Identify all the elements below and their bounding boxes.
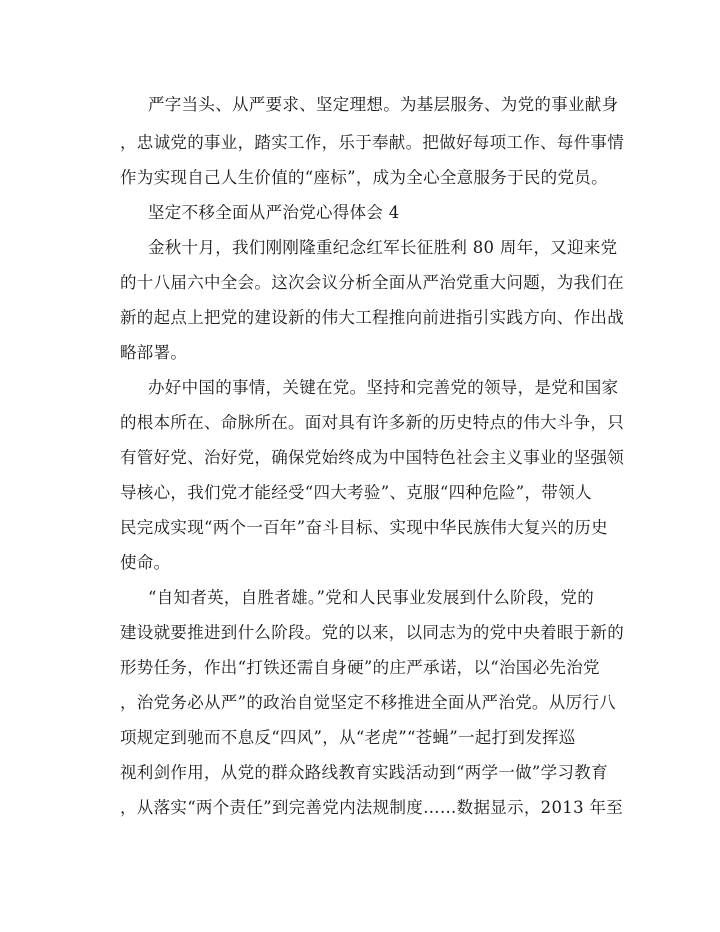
paragraph-line: 略部署。 <box>120 343 188 362</box>
paragraph-line: 办好中国的事情，关键在党。坚持和完善党的领导，是党和国家 <box>148 378 619 397</box>
section-heading: 坚定不移全面从严治党心得体会 4 <box>148 203 400 222</box>
paragraph-line: “自知者英，自胜者雄。”党和人民事业发展到什么阶段，党的 <box>148 588 595 607</box>
paragraph-line: 的十八届六中全会。这次会议分析全面从严治党重大问题，为我们在 <box>120 273 624 292</box>
paragraph-line: 有管好党、治好党，确保党始终成为中国特色社会主义事业的坚强领 <box>120 448 624 467</box>
paragraph-line: 严字当头、从严要求、坚定理想。为基层服务、为党的事业献身 <box>148 95 619 114</box>
paragraph-line: 导核心，我们党才能经受“四大考验”、克服“四种危险”，带领人 <box>120 483 592 502</box>
paragraph-line: 金秋十月，我们刚刚隆重纪念红军长征胜利 80 周年，又迎来党 <box>148 238 618 257</box>
paragraph-line: ，从落实“两个责任”到完善党内法规制度……数据显示，2013 年至 <box>120 798 624 817</box>
paragraph-line: 的根本所在、命脉所在。面对具有许多新的历史特点的伟大斗争，只 <box>120 413 624 432</box>
paragraph-line: 项规定到驰而不息反“四风”，从“老虎”“苍蝇”一起打到发挥巡 <box>120 728 576 747</box>
paragraph-line: ，忠诚党的事业，踏实工作，乐于奉献。把做好每项工作、每件事情 <box>120 133 624 152</box>
paragraph-line: 作为实现自己人生价值的“座标”，成为全心全意服务于民的党员。 <box>120 168 608 187</box>
paragraph-line: 使命。 <box>120 553 171 572</box>
paragraph-line: 新的起点上把党的建设新的伟大工程推向前进指引实践方向、作出战 <box>120 308 624 327</box>
paragraph-line: 视利剑作用，从党的群众路线教育实践活动到“两学一做”学习教育 <box>120 763 608 782</box>
paragraph-line: 形势任务，作出“打铁还需自身硬”的庄严承诺，以“治国必先治党 <box>120 658 600 677</box>
paragraph-line: 建设就要推进到什么阶段。党的以来，以同志为的党中央着眼于新的 <box>120 623 624 642</box>
paragraph-line: 民完成实现“两个一百年”奋斗目标、实现中华民族伟大复兴的历史 <box>120 518 608 537</box>
paragraph-line: ，治党务必从严”的政治自觉坚定不移推进全面从严治党。从厉行八 <box>120 693 616 712</box>
